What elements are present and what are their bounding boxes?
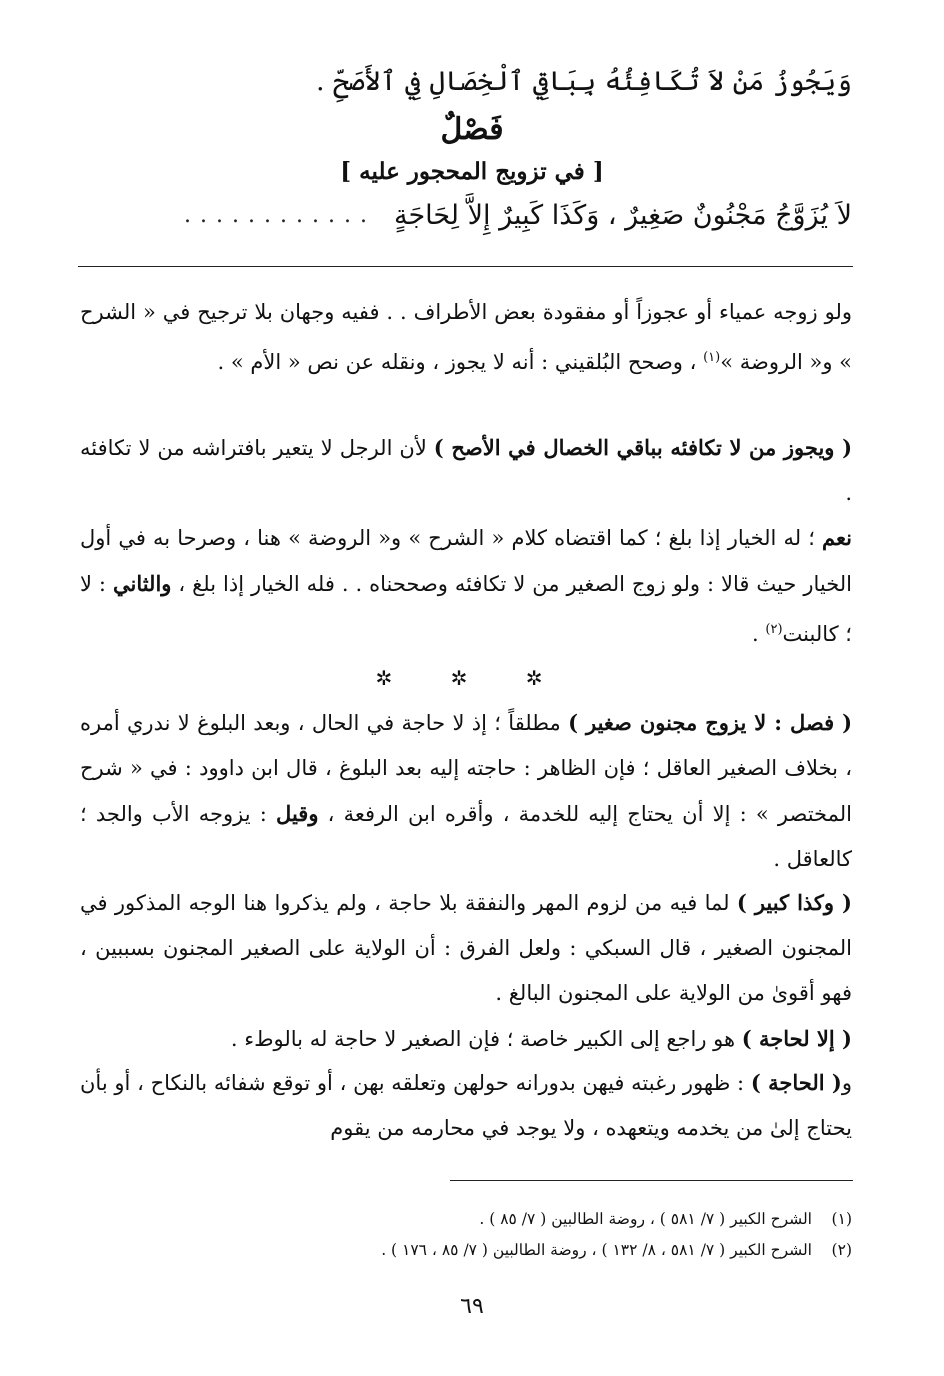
commentary-paragraph-1 (80, 290, 852, 385)
matn-line-1 (82, 62, 852, 102)
section-title: فَصْلٌ (440, 112, 504, 147)
page-number: ٦٩ (460, 1294, 484, 1319)
paragraph-text: : يزوجه الأب والجد ؛ كالعاقل . (80, 802, 852, 871)
commentary-paragraph-5 (80, 880, 852, 1016)
commentary-paragraph-2 (80, 425, 852, 516)
paragraph-text: ؛ له الخيار إذا بلغ ؛ كما اقتضاه كلام « الشرح » و« الروضة » هنا ، وصرحا به في أول الخيار حيث قالا : ولو زوج الصغير من لا تكافئه وصححناه . . فله الخيار إذا بلغ ، (80, 526, 852, 596)
paragraph-text: و (841, 1071, 853, 1095)
keyword: وقيل (276, 801, 319, 826)
matn-separator-rule (78, 266, 853, 267)
paragraph-text: ولو زوجه عمياء أو عجوزاً أو مفقودة بعض الأطراف . . ففيه وجهان بلا ترجيح في « الشرح » و« الروضة » (80, 300, 852, 374)
footnote-number: (١) (831, 1210, 852, 1228)
section-divider-stars: ✲ ✲ ✲ (375, 666, 569, 690)
footnote-separator-rule (450, 1180, 853, 1181)
section-subtitle: [ في تزويج المحجور عليه ] (340, 158, 604, 185)
footnote-text: الشرح الكبير ( ٧/ ٥٨١ ، ٨/ ١٣٢ ) ، روضة الطالبين ( ٧/ ٨٥ ، ١٧٦ ) . (381, 1241, 812, 1259)
paragraph-text: مطلقاً ؛ إذ لا حاجة في الحال ، وبعد البلوغ لا ندري أمره ، بخلاف الصغير العاقل ؛ فإن الظاهر : حاجته إليه بعد البلوغ ، قال ابن داوود : في « شرح المختصر » : إلا أن يحتاج إليه للخدمة ، وأقره ابن الرفعة ، (80, 711, 852, 826)
paragraph-text: : لا ؛ كالبنت (80, 572, 852, 646)
paragraph-text: لما فيه من لزوم المهر والنفقة بلا حاجة ، ولم يذكروا هنا الوجه المذكور في المجنون الصغير ، قال السبكي : ولعل الفرق : أن الولاية على الصغير المجنون بسببين ، فهو أقوىٰ من الولاية على المجنون البالغ . (80, 891, 852, 1005)
paragraph-text: : ظهور رغبته فيهن بدورانه حولهن وتعلقه بهن ، أو توقع شفائه بالنكاح ، أو بأن يحتاج إلىٰ من يخدمه ويتعهده ، ولا يوجد في محارمه من يقوم (80, 1071, 852, 1140)
commentary-paragraph-7 (80, 1060, 852, 1151)
quoted-matn: ( إلا لحاجة ) (741, 1026, 852, 1051)
matn-line-2 (82, 196, 852, 236)
keyword: نعم (822, 525, 852, 550)
commentary-paragraph-4 (80, 700, 852, 882)
paragraph-text: . (752, 622, 766, 646)
footnote-text: الشرح الكبير ( ٧/ ٥٨١ ) ، روضة الطالبين ( ٧/ ٨٥ ) . (479, 1210, 812, 1228)
quoted-matn: ( وكذا كبير ) (736, 890, 852, 915)
footnote-ref-2[interactable]: (٢) (765, 622, 783, 637)
commentary-paragraph-3 (80, 515, 852, 657)
matn-text: لاَ يُزَوَّجُ مَجْنُونٌ صَغِيرٌ ، وَكَذَا كَبِيرٌ إِلاَّ لِحَاجَةٍ (393, 200, 852, 231)
matn-text: وَيَجُوزُ مَنْ لاَ تُكَافِئُهُ بِبَاقِي ٱلْخِصَالِ فِي ٱلأَصَحِّ . (315, 66, 852, 97)
quoted-matn: ( فصل : لا يزوج مجنون صغير ) (568, 710, 853, 735)
footnote-2 (82, 1236, 852, 1264)
keyword: والثاني (112, 571, 172, 596)
footnote-ref-1[interactable]: (١) (703, 350, 721, 365)
matn-dots: ............ (184, 203, 376, 228)
paragraph-text: هو راجع إلى الكبير خاصة ؛ فإن الصغير لا حاجة له بالوطء . (230, 1027, 742, 1051)
paragraph-text: ، وصحح البُلقيني : أنه لا يجوز ، ونقله عن نص « الأم » . (217, 350, 704, 374)
footnote-number: (٢) (831, 1241, 852, 1259)
footnote-1 (82, 1205, 852, 1233)
quoted-matn: ( الحاجة ) (750, 1070, 842, 1095)
paragraph-text: لأن الرجل لا يتعير بافتراشه من لا تكافئه . (80, 436, 852, 505)
commentary-paragraph-6 (80, 1016, 852, 1062)
quoted-matn: ( ويجوز من لا تكافئه بباقي الخصال في الأصح ) (433, 435, 852, 460)
